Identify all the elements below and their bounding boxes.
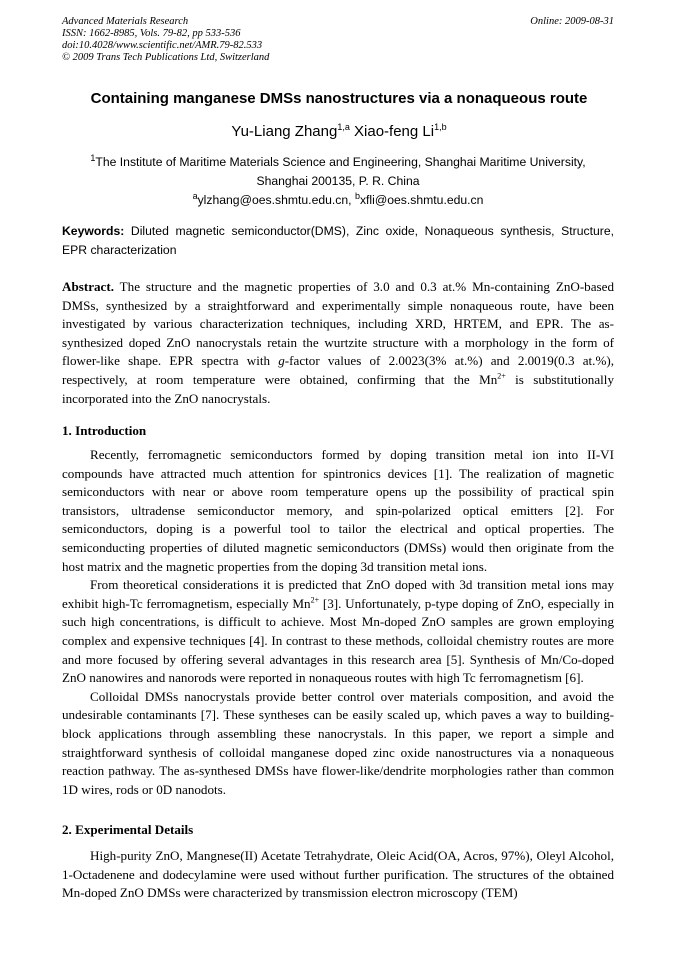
paragraph: From theoretical considerations it is predicted that ZnO doped with 3d transition metal ions may exhibit high-Tc ferromagnetism, especially $Mn^{2+}$ [3]. Unfortunately, p-type doping of ZnO, especially in such high concentrations, is difficult to achieve. Most Mn-doped ZnO samples are grown employing complex and expensive techniques [4]. In contrast to these methods, colloidal chemistry routes are more and more focused by offering several advantages in this research area [5]. Synthesis of Mn/Co-doped ZnO nanowires and nanorods were reported in nonaqueous routes with high Tc ferromagnetism [6]. — [62, 577, 615, 686]
experimental-heading: 2. Experimental Details — [62, 822, 194, 837]
abstract-text: -factor values of 2.0023(3% at.%) and 2.0019(0.3 at.%), respectively, at room temperature were obtained, confirming that the Mn — [62, 353, 614, 387]
superscript: 2+ — [310, 595, 320, 605]
paragraph: High-purity ZnO, Mangnese(II) Acetate Tetrahydrate, Oleic Acid(OA, Acros, 97%), Oleyl Alcohol, 1-Octadenene and dodecylamine were used without further purification. The structures of the obtained Mn-doped ZnO DMSs were characterized by transmission electron microscopy (TEM) — [62, 848, 614, 901]
paper-title: Containing manganese DMSs nanostructures via a nonaqueous route — [90, 90, 588, 107]
affiliation-line: Shanghai 200135, P. R. China — [256, 174, 420, 188]
introduction-heading: 1. Introduction — [62, 423, 147, 438]
author-superscript: 1,b — [434, 122, 447, 132]
abstract-text: The structure and the magnetic properties of 3.0 and 0.3 at.% Mn-containing ZnO-based DMSs, synthesized by a straightforward and experimentally simple nonaqueous route, have been investigated by various characterization techniques, including XRD, HRTEM, and EPR. The as-synthesized doped ZnO nanocrystals retain the wurtzite structure with a morphology in the form of flower-like shape. EPR spectra with — [62, 279, 614, 369]
email-superscript: a — [192, 190, 198, 201]
email-line — [62, 191, 614, 210]
keywords-section — [62, 222, 614, 259]
introduction-body — [62, 446, 614, 799]
author-name: Xiao-feng Li — [354, 123, 435, 140]
abstract-superscript: 2+ — [497, 371, 506, 381]
abstract-label: Abstract. — [62, 279, 114, 294]
abstract-italic-g: g — [278, 353, 285, 369]
affiliation-superscript: 1 — [90, 152, 96, 163]
email-link[interactable]: xfli@oes.shmtu.edu.cn — [359, 193, 484, 207]
copyright-line: © 2009 Trans Tech Publications Ltd, Switzerland — [62, 52, 270, 63]
doi-line: doi:10.4028/www.scientific.net/AMR.79-82.533 — [62, 40, 263, 51]
abstract-text: is substitutionally incorporated into the ZnO nanocrystals. — [62, 371, 614, 406]
author-line — [0, 123, 678, 140]
keywords-text: Diluted magnetic semiconductor(DMS), Zinc oxide, Nonaqueous synthesis, Structure, EPR characterization — [62, 224, 614, 257]
issn-line: ISSN: 1662-8985, Vols. 79-82, pp 533-536 — [62, 28, 241, 39]
experimental-body — [62, 847, 614, 903]
email-superscript: b — [354, 190, 360, 201]
journal-header — [62, 16, 269, 64]
author-superscript: 1,a — [337, 122, 350, 132]
keywords-label: Keywords: — [62, 224, 125, 238]
author-name: Yu-Liang Zhang — [231, 123, 338, 140]
journal-name: Advanced Materials Research — [62, 16, 189, 27]
paragraph: Recently, ferromagnetic semiconductors formed by doping transition metal ion into II-VI compounds have attracted much attention for spintronics devices [1]. The realization of magnetic semiconductors with near or above room temperature opens up the possibility of practical spin transistors, ultradense semiconductor memory, and spin-polarized optical emitters [2]. For semiconductors, doping is a powerful tool to tailor the electrical and optical properties. The semiconducting properties of diluted magnetic semiconductors (DMSs) would then originate from the host matrix and the magnetic properties from the doping 3d transition metal ions. — [62, 447, 614, 574]
abstract-section — [62, 278, 614, 408]
paragraph: Colloidal DMSs nanocrystals provide better control over materials composition, and avoid the undesirable contaminants [7]. These syntheses can be easily scaled up, which paves a way to building-block applications through assembling these nanocrystals. In this paper, we report a simple and straightforward synthesis of colloidal manganese doped zinc oxide nanostructures via a nonaqueous reaction pathway. The as-synthesed DMSs have flower-like/dendrite morphologies rather than common 1D wires, rods or 0D nanodots. — [62, 688, 614, 797]
online-date: Online: 2009-08-31 — [530, 16, 614, 27]
email-link[interactable]: ylzhang@oes.shmtu.edu.cn, — [197, 193, 355, 207]
affiliation — [62, 153, 614, 210]
affiliation-line: The Institute of Maritime Materials Science and Engineering, Shanghai Maritime University, — [95, 155, 586, 169]
